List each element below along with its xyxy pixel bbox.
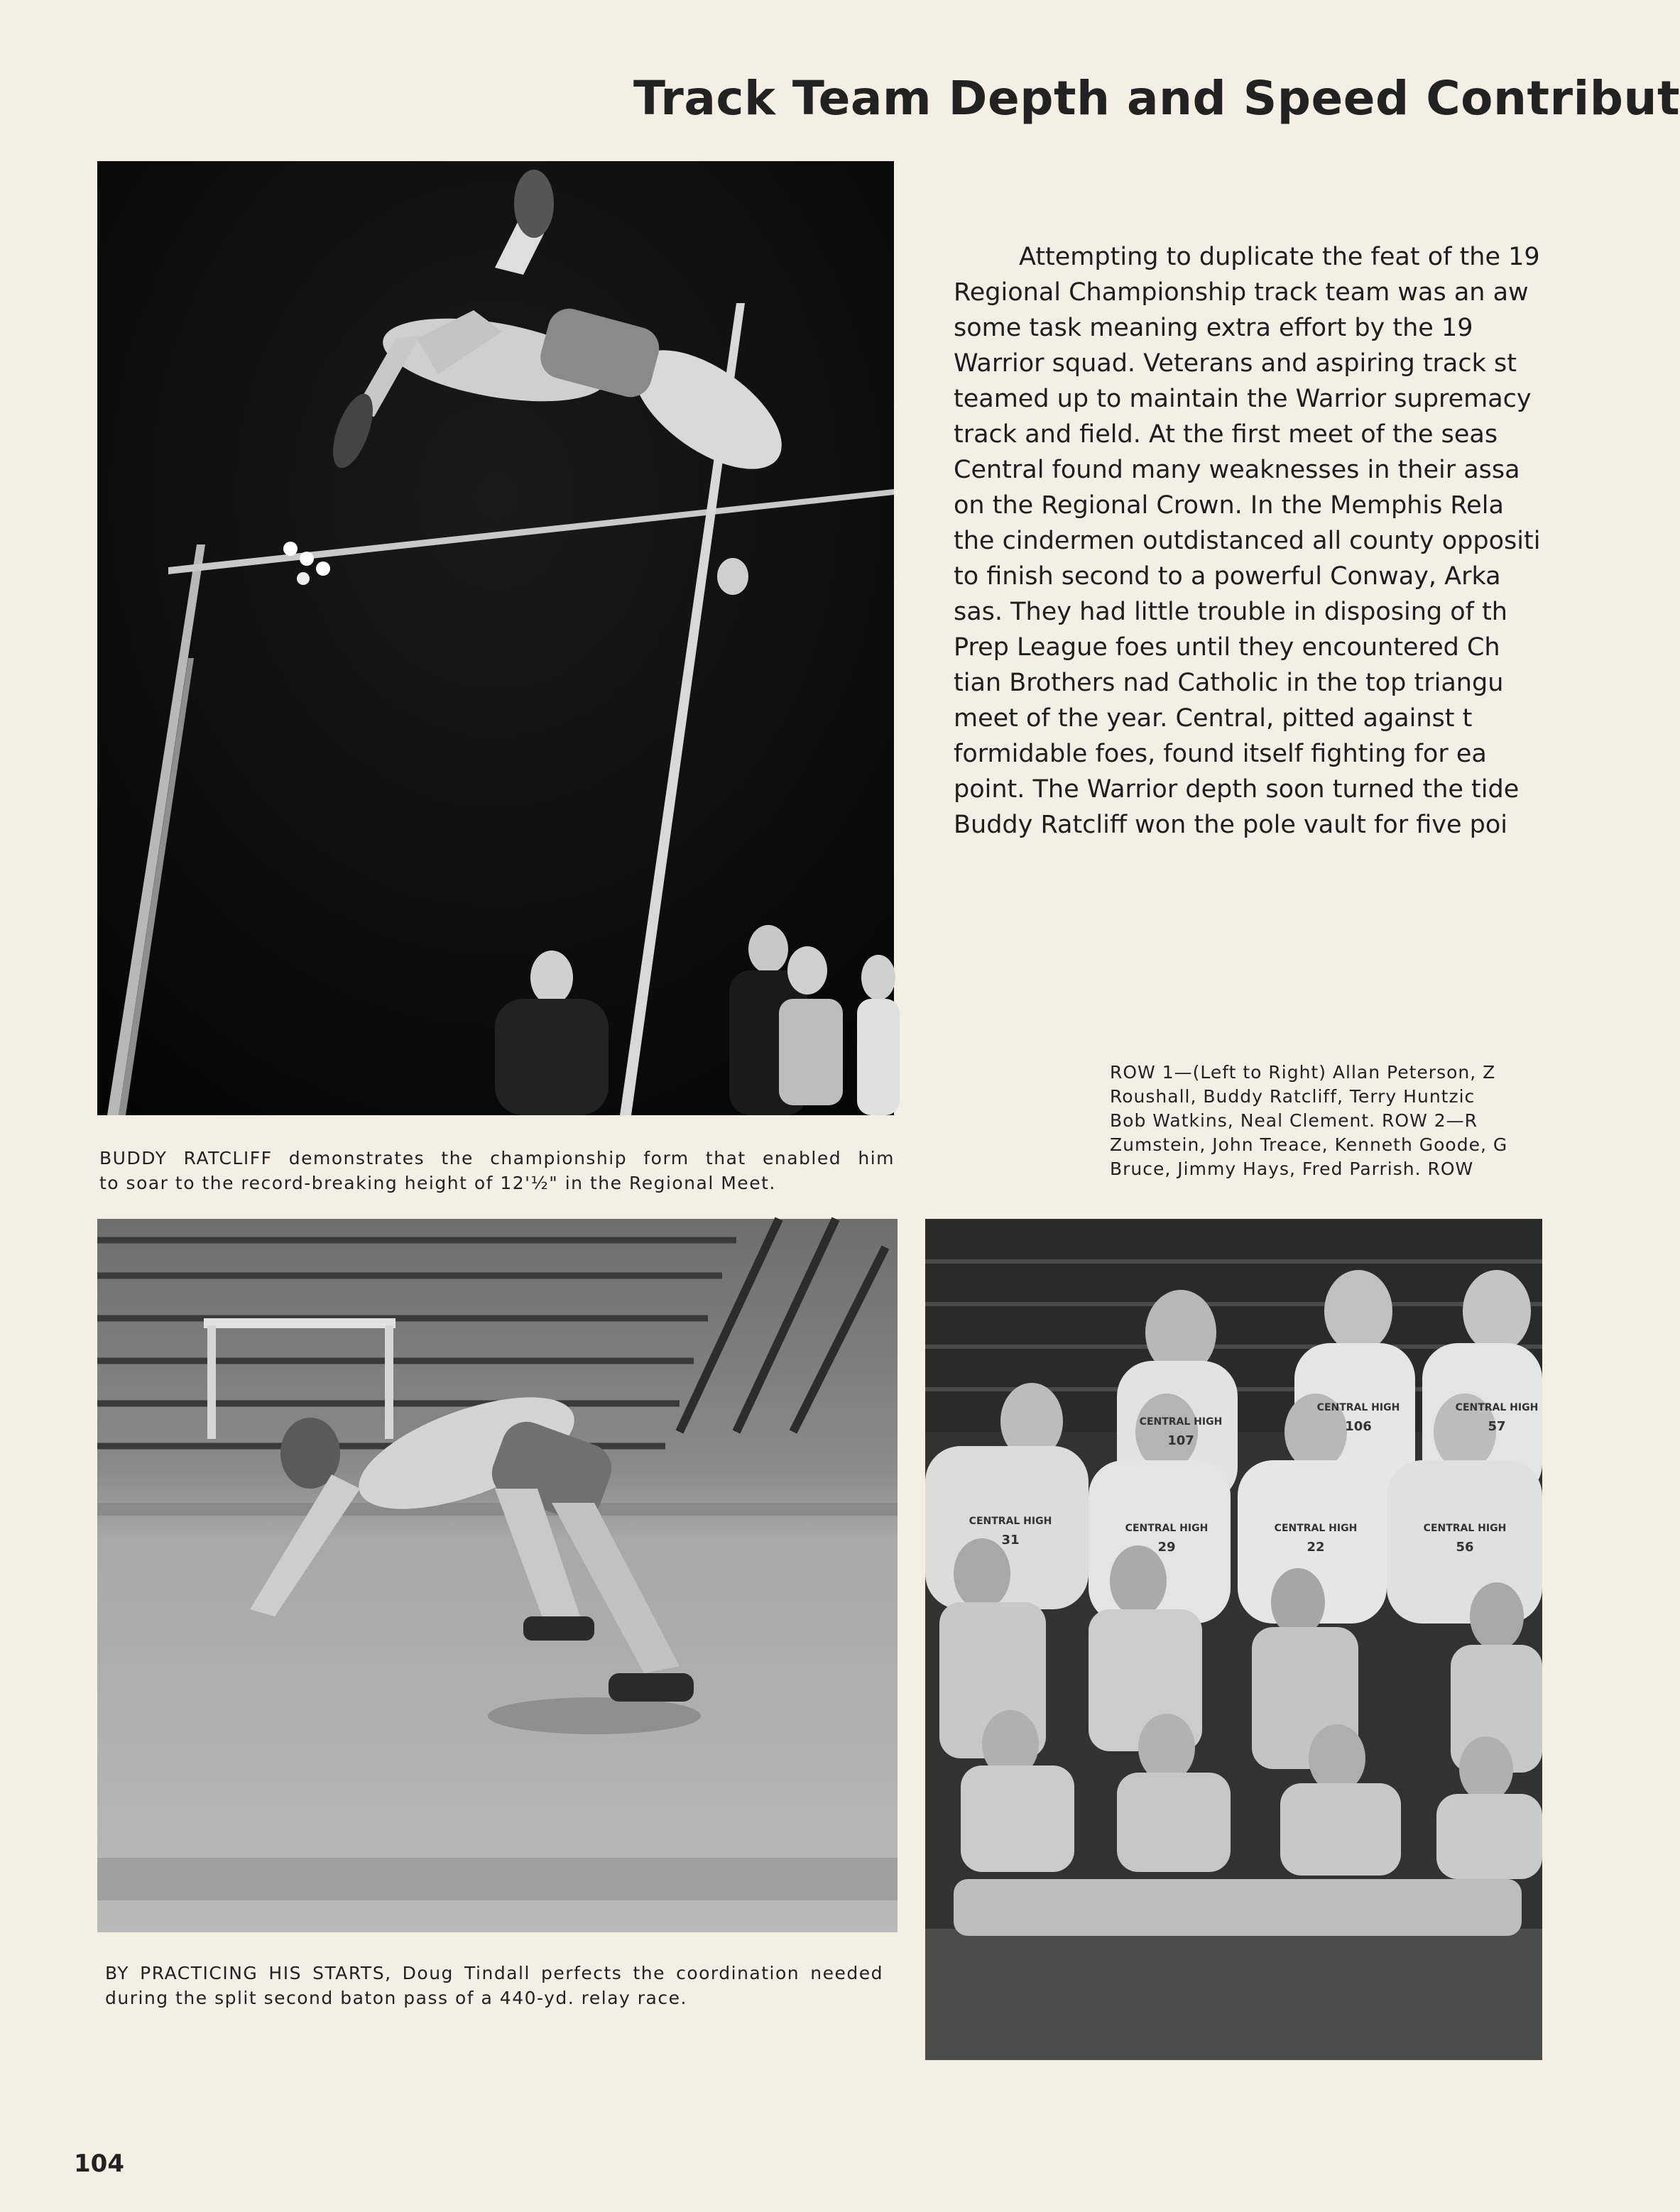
pole-vault-caption [99,1146,895,1195]
jersey-number: 22 [1307,1540,1325,1555]
caption-line: BUDDY RATCLIFF demonstrates the championship form that enabled him [99,1148,895,1168]
article-line: sas. They had little trouble in disposing of th [954,598,1507,626]
article-body [954,239,1578,843]
jersey-text: CENTRAL HIGH [1455,1402,1539,1413]
jersey-text: CENTRAL HIGH [1316,1402,1400,1413]
jersey-number: 107 [1167,1433,1194,1448]
caption-line: BY PRACTICING HIS STARTS, Doug Tindall perfects the coordination needed [105,1963,883,1983]
article-line: Buddy Ratcliff won the pole vault for five poi [954,811,1507,839]
roster-line: Bob Watkins, Neal Clement. ROW 2—R [1110,1110,1478,1131]
jersey-number: 29 [1157,1540,1176,1555]
team-photo [925,1219,1542,2060]
article-line: meet of the year. Central, pitted against t [954,704,1473,733]
pole-vault-photo [97,161,894,1115]
article-line: Warrior squad. Veterans and aspiring track st [954,349,1517,378]
roster-line: Bruce, Jimmy Hays, Fred Parrish. ROW [1110,1159,1474,1179]
article-line: track and field. At the first meet of the seas [954,420,1498,449]
jersey-text: CENTRAL HIGH [1274,1523,1358,1534]
article-line: Regional Championship track team was an aw [954,278,1529,307]
article-line: to finish second to a powerful Conway, Arka [954,562,1501,591]
article-line: tian Brothers nad Catholic in the top triangu [954,669,1504,697]
jersey-number: 56 [1456,1540,1474,1555]
article-line: the cindermen outdistanced all county oppositi [954,527,1541,555]
article-line: Attempting to duplicate the feat of the 19 [1019,243,1540,271]
jersey-text: CENTRAL HIGH [1139,1416,1223,1428]
jersey-number: 31 [1001,1533,1020,1548]
page-number: 104 [74,2150,124,2178]
article-line: Central found many weaknesses in their assa [954,456,1520,484]
article-line: teamed up to maintain the Warrior supremacy [954,385,1532,413]
caption-line: during the split second baton pass of a 440-yd. relay race. [105,1988,687,2008]
article-line: point. The Warrior depth soon turned the tide [954,775,1520,804]
roster-line: Roushall, Buddy Ratcliff, Terry Huntzic [1110,1086,1476,1107]
article-line: on the Regional Crown. In the Memphis Rela [954,491,1504,520]
roster-line: Zumstein, John Treace, Kenneth Goode, G [1110,1134,1508,1155]
article-line: formidable foes, found itself fighting for ea [954,740,1487,768]
sprint-start-caption [105,1961,883,2010]
page-title: Track Team Depth and Speed Contribut [633,71,1680,126]
sprint-start-photo [97,1219,898,1932]
team-roster-caption [1110,1061,1578,1181]
article-line: Prep League foes until they encountered Ch [954,633,1500,662]
roster-line: ROW 1—(Left to Right) Allan Peterson, Z [1110,1062,1496,1083]
jersey-text: CENTRAL HIGH [969,1516,1052,1527]
article-line: some task meaning extra effort by the 19 [954,314,1473,342]
jersey-number: 106 [1345,1419,1372,1434]
caption-line: to soar to the record-breaking height of 12'½" in the Regional Meet. [99,1173,776,1193]
jersey-number: 57 [1488,1419,1506,1434]
jersey-text: CENTRAL HIGH [1423,1523,1507,1534]
jersey-text: CENTRAL HIGH [1125,1523,1209,1534]
